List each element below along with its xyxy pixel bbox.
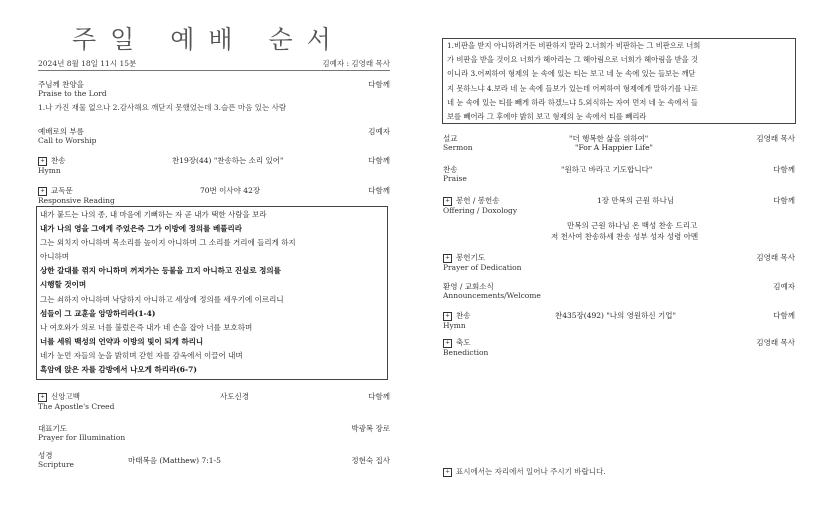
reading-line: 섬들이 그 교훈을 앙망하리라(1-4) — [40, 308, 156, 318]
item-leader: 김영래 목사 — [756, 338, 795, 347]
hymn — [38, 156, 390, 175]
reading-line: 네가 눈먼 자들의 눈을 밝히며 갇힌 자를 감옥에서 이끌어 내며 — [40, 350, 243, 360]
item-title-en: Hymn — [443, 320, 466, 330]
scripture-text-box — [442, 38, 796, 124]
stand-icon: + — [443, 197, 452, 206]
item-title-en: Responsive Reading — [38, 195, 115, 205]
stand-icon: + — [38, 393, 47, 402]
item-leader: 김영래 목사 — [756, 253, 795, 262]
scripture-line: 가 비판을 받을 것이요 너희가 헤아리는 그 헤아림으로 너희가 헤아림을 받을 것 — [447, 55, 699, 65]
standing-note — [443, 466, 606, 477]
reading-line: 너를 세워 백성의 언약과 이방의 빛이 되게 하리니 — [40, 336, 204, 346]
item-title-en: Sermon — [443, 143, 473, 152]
call-to-worship — [38, 127, 390, 145]
offering — [443, 196, 795, 215]
service-leader: 김예자 : 김영래 목사 — [322, 59, 390, 68]
item-leader: 다함께 — [773, 196, 795, 205]
doxology-line: 만복의 근원 하나님 온 백성 찬송 드리고 — [567, 221, 698, 230]
item-title-ko: 봉헌 / 봉헌송 — [456, 196, 500, 205]
prayer-dedication — [443, 253, 795, 272]
item-leader: 정현숙 집사 — [351, 456, 390, 465]
reading-line: 아니하며 — [40, 252, 69, 262]
apostles-creed — [38, 392, 390, 411]
sermon — [443, 134, 795, 152]
reading-line: 상한 갈대를 꺾지 아니하며 꺼져가는 등불을 끄지 아니하고 진실로 정의를 — [40, 266, 281, 276]
item-leader: 다함께 — [368, 80, 390, 89]
item-title-ko: 봉헌기도 — [456, 253, 485, 262]
item-title-ko: 성경 — [38, 451, 53, 460]
reading-line: 시행할 것이며 — [40, 280, 87, 290]
item-detail: 사도신경 — [220, 392, 249, 401]
date-line — [38, 58, 390, 69]
bulletin-title: 주일 예배 순서 — [72, 25, 345, 54]
service-date: 2024년 8월 18일 11시 15분 — [38, 59, 137, 68]
item-leader: 김영래 목사 — [756, 134, 795, 143]
stand-icon: + — [443, 312, 452, 321]
reading-line: 그는 외치지 아니하며 목소리를 높이지 아니하며 그 소리를 거리에 들리게 하지 — [40, 238, 296, 248]
item-detail: 찬435장(492) "나의 영원하신 기업" — [555, 311, 676, 320]
reading-line: 그는 쇠하지 아니하며 낙담하지 아니하고 세상에 정의를 세우기에 이르리니 — [40, 294, 284, 304]
item-title-en: Benediction — [443, 347, 489, 357]
item-title-ko: 찬송 — [51, 156, 66, 165]
item-leader: 박광복 장로 — [351, 424, 390, 433]
item-leader: 김예자 — [773, 282, 795, 291]
item-leader: 다함께 — [773, 165, 795, 174]
item-title-en: Praise — [443, 174, 467, 183]
item-leader: 김예자 — [368, 127, 390, 136]
item-title-ko: 예배로의 부름 — [38, 127, 84, 136]
praise — [443, 165, 795, 183]
item-title-en: Prayer for Illumination — [38, 433, 126, 442]
stand-icon: + — [443, 254, 452, 263]
item-title-ko: 축도 — [456, 338, 471, 347]
divider — [38, 70, 390, 71]
hymn-closing — [443, 311, 795, 330]
item-title-en: Call to Worship — [38, 136, 97, 145]
announcements — [443, 282, 795, 300]
item-detail: 마태복음 (Matthew) 7:1-5 — [128, 456, 221, 465]
item-title-ko: 대표기도 — [38, 424, 67, 433]
scripture-line: 보를 빼어라 그 후에야 밝히 보고 형제의 눈 속에서 티를 빼리라 — [447, 112, 647, 122]
item-title-en: Scripture — [38, 460, 74, 469]
reading-line: 나 여호와가 의로 너를 불렀은즉 내가 네 손을 잡아 너를 보호하며 — [40, 322, 253, 332]
item-detail: 1장 만복의 근원 하나님 — [597, 196, 675, 205]
item-detail: 70번 이사야 42장 — [200, 186, 261, 195]
stand-icon: + — [443, 468, 452, 477]
item-title-en: Prayer of Dedication — [443, 262, 522, 272]
item-title-ko: 주님께 찬양을 — [38, 80, 84, 89]
item-title-ko: 교독문 — [51, 186, 73, 195]
item-title-ko: 찬송 — [443, 165, 458, 174]
responsive-reading-box — [36, 206, 388, 380]
item-title-ko: 신앙고백 — [51, 392, 80, 401]
item-title-en: Announcements/Welcome — [443, 291, 541, 300]
item-title-en: Praise to the Lord — [38, 89, 107, 98]
praise-to-lord — [38, 80, 390, 98]
reading-line: 내가 붙드는 나의 종, 내 마음에 기뻐하는 자 곧 내가 택한 사람을 보라 — [40, 210, 267, 219]
item-title-ko: 설교 — [443, 134, 458, 143]
benediction — [443, 338, 795, 357]
scripture — [38, 451, 390, 469]
item-title-en: The Apostle's Creed — [38, 401, 115, 411]
sermon-title-en: "For A Happier Life" — [575, 143, 653, 152]
responsive-reading — [38, 186, 390, 205]
item-leader: 다함께 — [773, 311, 795, 320]
stand-icon: + — [443, 339, 452, 348]
doxology-line: 저 천사여 찬송하세 찬송 성부 성자 성령 아멘 — [551, 232, 699, 241]
stand-icon: + — [38, 157, 47, 166]
item-title-en: Hymn — [38, 165, 61, 175]
item-title-ko: 찬송 — [456, 311, 471, 320]
song-list: 1.나 가진 재물 없으나 2.감사해요 깨닫지 못했었는데 3.슬픈 마음 있는 사람 — [38, 103, 287, 112]
item-detail: "원하고 바라고 기도합니다" — [561, 165, 653, 174]
note-text: 표시에서는 자리에서 일어나 주시기 바랍니다. — [456, 467, 606, 476]
stand-icon: + — [38, 187, 47, 196]
reading-line: 내가 나의 영을 그에게 주었은즉 그가 이방에 정의를 베풀리라 — [40, 224, 243, 234]
sermon-title-ko: "더 행복한 삶을 위하여" — [569, 134, 649, 143]
item-detail: 찬19장(44) "찬송하는 소리 있어" — [172, 156, 284, 165]
reading-line: 흑암에 앉은 자를 감방에서 나오게 하리라(6-7) — [40, 365, 197, 375]
scripture-line: 네 눈 속에 있는 티를 빼게 하라 하겠느냐 5.외식하는 자여 먼저 네 눈 속에서 들 — [447, 97, 698, 107]
scripture-line: 이니라 3.어찌하여 형제의 눈 속에 있는 티는 보고 네 눈 속에 있는 들보는 깨닫 — [447, 69, 696, 79]
scripture-line: 지 못하느냐 4.보라 네 눈 속에 들보가 있는데 어찌하여 형제에게 말하기를 나로 — [447, 83, 698, 93]
item-leader: 다함께 — [368, 392, 390, 401]
item-title-en: Offering / Doxology — [443, 205, 518, 215]
scripture-line: 1.비판을 받지 아니하려거든 비판하지 말라 2.너희가 비판하는 그 비판으로 너희 — [447, 41, 701, 50]
prayer-illumination — [38, 424, 390, 442]
item-title-ko: 환영 / 교회소식 — [443, 282, 494, 291]
item-leader: 다함께 — [368, 186, 390, 195]
item-leader: 다함께 — [368, 156, 390, 165]
